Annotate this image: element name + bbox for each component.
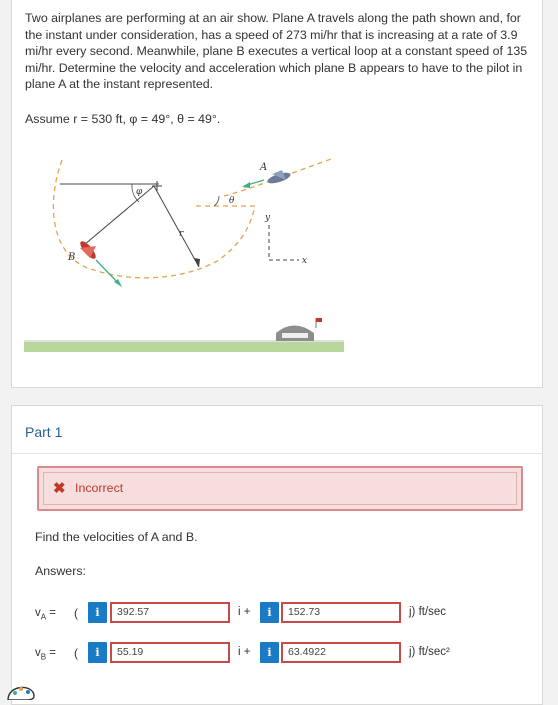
plane-a-label: A [260,162,268,173]
answer-row-va [35,602,505,626]
info-button[interactable]: i [260,642,279,663]
airshow-figure [24,150,344,360]
info-button[interactable]: i [260,602,279,623]
i-plus-text: i + [238,646,251,658]
status-text: Incorrect [75,481,124,495]
open-paren: ( [74,606,78,620]
phi-label: φ [136,187,143,197]
theta-label: θ [229,196,235,206]
answer-row-vb [35,642,505,666]
ground [24,342,344,352]
vb-label: $v_B$ = [35,647,57,662]
assumption-text: Assume r = 530 ft, φ = 49°, θ = 49°. [25,112,221,126]
plane-b-label: B [68,252,76,263]
unit-text: j) ft/sec² [409,646,450,658]
i-plus-text: i + [238,606,251,618]
vb-j-input[interactable]: 63.4922 [281,642,401,663]
unit-text: j) ft/sec [409,606,447,618]
y-label: y [265,213,271,223]
r-label: r [179,229,184,239]
question-prompt: Find the velocities of A and B. [35,530,198,544]
info-button[interactable]: i [88,642,107,663]
divider [12,453,542,454]
va-j-input[interactable]: 152.73 [281,602,401,623]
info-button[interactable]: i [88,602,107,623]
x-label: x [302,256,308,266]
incorrect-banner [37,466,523,511]
part-card [11,405,543,705]
va-label: $v_A$ = [35,607,57,622]
part-title: Part 1 [25,424,63,440]
problem-statement: Two airplanes are performing at an air show. Plane A travels along the path shown and, for the instant under consideration, has a speed of 273 mi/hr that is increasing at a rate of 3.9 mi/hr every second. Meanwhile, plane B executes a vertical loop at a constant speed of 135 mi/hr. Determine the velocity and acceleration which plane B appears to have to the pilot in plane A at the instant represented. [25,11,528,92]
problem-card [11,0,543,388]
va-i-input[interactable]: 392.57 [110,602,230,623]
close-icon: ✖ [53,480,66,497]
open-paren: ( [74,646,78,660]
palette-icon[interactable] [0,676,40,700]
vb-i-input[interactable]: 55.19 [110,642,230,663]
answers-label: Answers: [35,564,86,578]
